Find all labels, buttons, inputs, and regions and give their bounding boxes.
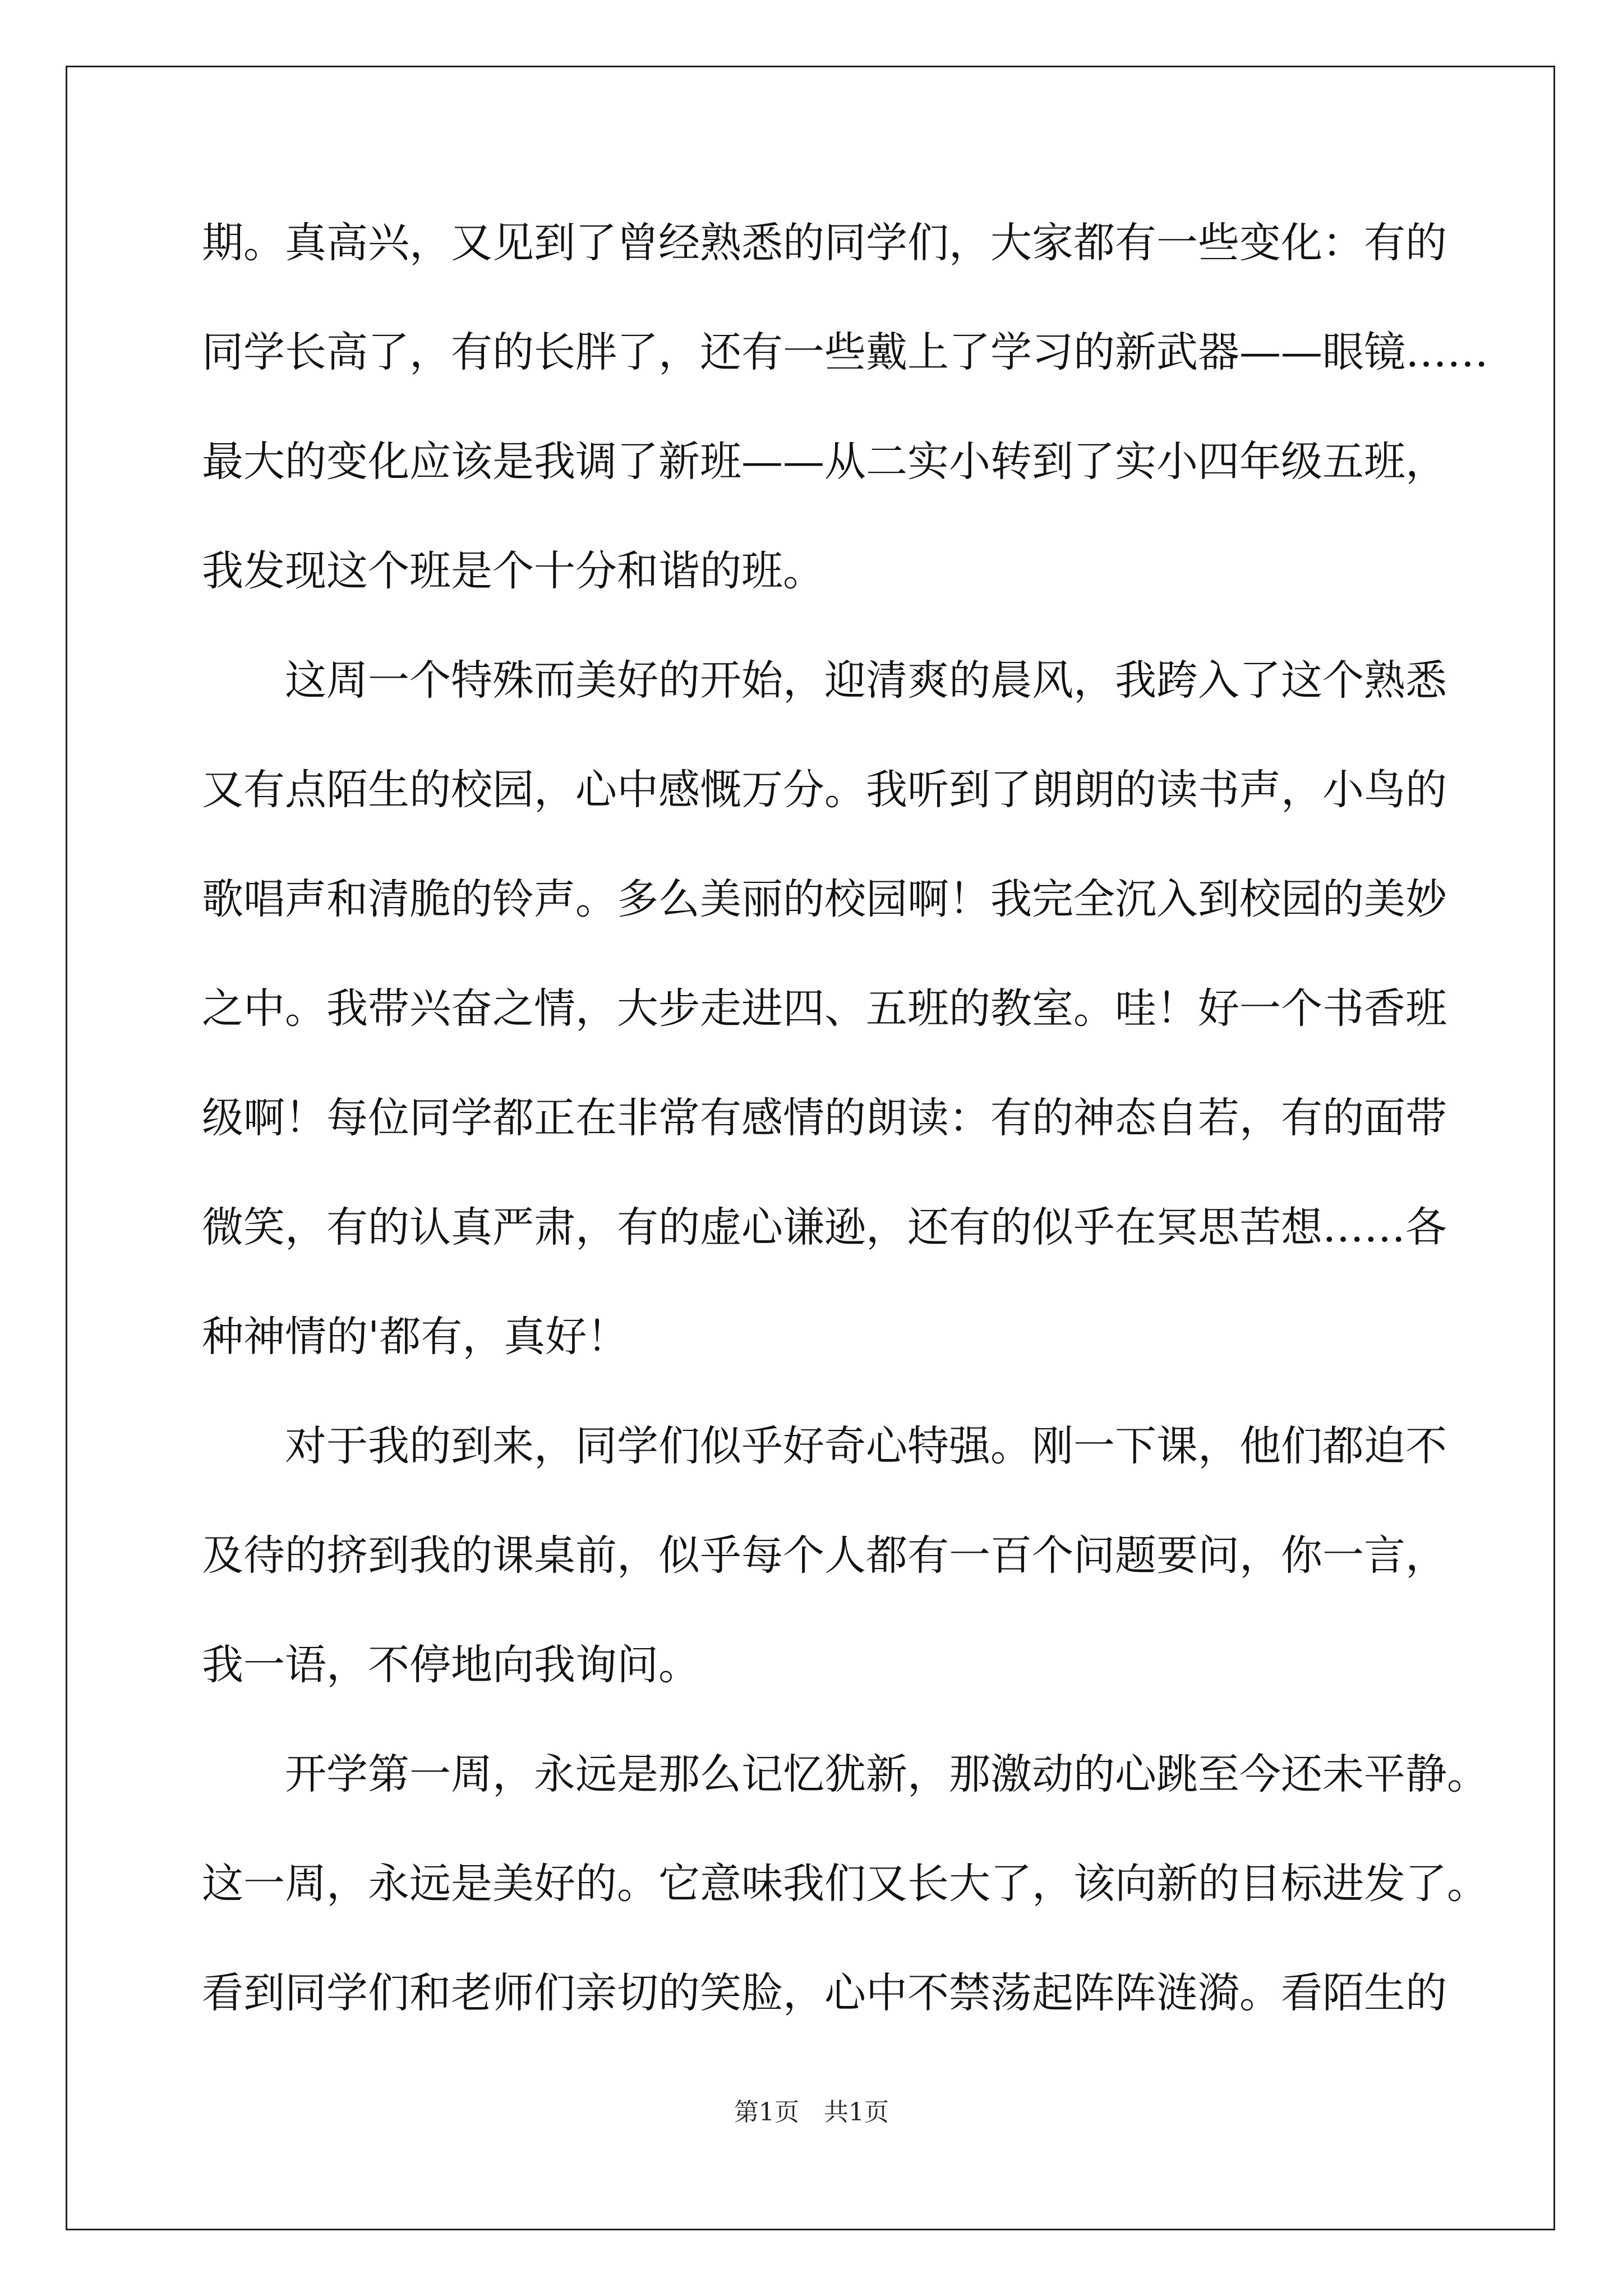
text-line: 这一周，永远是美好的。它意味我们又长大了，该向新的目标进发了。: [202, 1860, 1488, 1908]
text-line: 歌唱声和清脆的铃声。多么美丽的校园啊！我完全沉入到校园的美妙: [202, 875, 1447, 923]
text-line: 及待的挤到我的课桌前，似乎每个人都有一百个问题要问，你一言，: [202, 1531, 1447, 1580]
text-line: 种神情的'都有，真好！: [202, 1313, 629, 1361]
text-line: 期。真高兴，又见到了曾经熟悉的同学们，大家都有一些变化：有的: [202, 219, 1447, 267]
text-line: 我发现这个班是个十分和谐的班。: [202, 547, 824, 595]
page-number: 第1页 共1页: [734, 2098, 889, 2127]
text-line: 级啊！每位同学都正在非常有感情的朗读：有的神态自若，有的面带: [202, 1094, 1447, 1142]
text-line: 看到同学们和老师们亲切的笑脸，心中不禁荡起阵阵涟漪。看陌生的: [202, 1969, 1447, 2017]
text-line: 微笑，有的认真严肃，有的虚心谦逊，还有的似乎在冥思苦想……各: [202, 1203, 1447, 1251]
text-line: 对于我的到来，同学们似乎好奇心特强。刚一下课，他们都迫不: [202, 1422, 1447, 1470]
text-line: 之中。我带兴奋之情，大步走进四、五班的教室。哇！好一个书香班: [202, 984, 1447, 1033]
text-line: 同学长高了，有的长胖了，还有一些戴上了学习的新武器——眼镜……: [202, 328, 1488, 376]
text-line: 这周一个特殊而美好的开始，迎清爽的晨风，我跨入了这个熟悉: [202, 656, 1447, 705]
text-line: 最大的变化应该是我调了新班——从二实小转到了实小四年级五班，: [202, 438, 1447, 486]
text-line: 开学第一周，永远是那么记忆犹新，那激动的心跳至今还未平静。: [202, 1750, 1488, 1798]
text-line: 又有点陌生的校园，心中感慨万分。我听到了朗朗的读书声，小鸟的: [202, 766, 1447, 814]
text-line: 我一语，不停地向我询问。: [202, 1641, 700, 1689]
